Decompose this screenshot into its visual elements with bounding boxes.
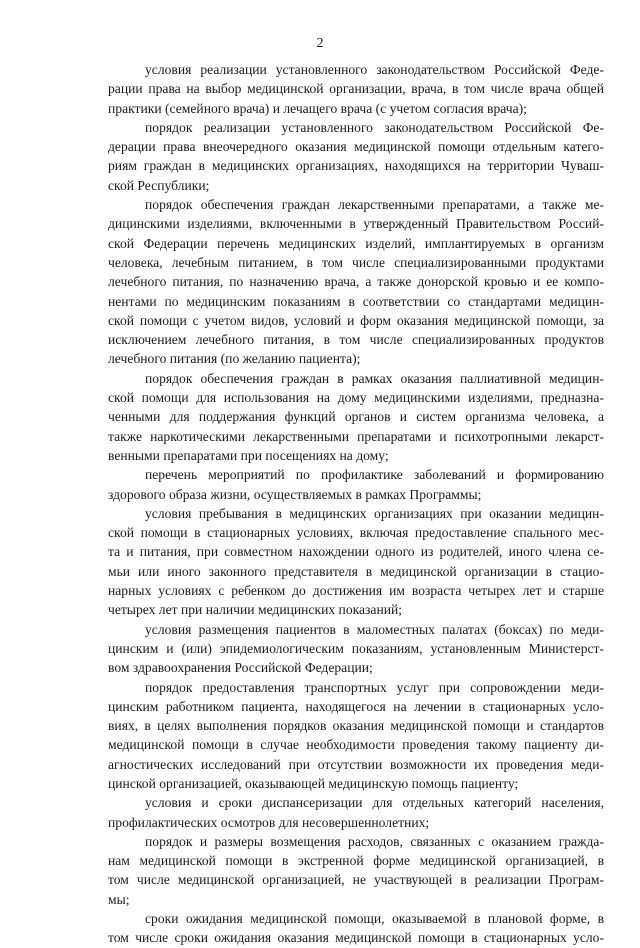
text-line: четырех лет при наличии медицинских показаний;	[108, 602, 403, 618]
text-line: вом здравоохранения Российской Федерации;	[108, 660, 373, 676]
paragraph	[108, 465, 604, 504]
paragraph	[108, 793, 604, 832]
text-line: медицинской помощи в случае необходимости проведения такому пациенту ди-	[108, 737, 604, 753]
text-line: порядок реализации установленного законодательством Российской Фе-	[145, 119, 604, 135]
paragraph	[108, 678, 604, 794]
text-line: перечень мероприятий по профилактике заболеваний и формированию	[145, 467, 604, 483]
text-line: мы;	[108, 891, 130, 907]
page-number: 2	[316, 36, 324, 51]
paragraph	[108, 60, 604, 118]
text-line: риям граждан в медицинских организациях, находящихся на территории Чуваш-	[108, 158, 604, 174]
text-line: нарных условиях с ребенком до достижения им возраста четырех лет и старше	[108, 583, 604, 599]
text-line: цинским и (или) эпидемиологическим показаниям, установленным Министерст-	[108, 640, 604, 656]
text-line: цинским работником пациента, находящегося на лечении в стационарных усло-	[108, 698, 604, 714]
text-line: рации права на выбор медицинской организации, врача, в том числе врача общей	[108, 81, 604, 97]
text-line: лечебного питания (по желанию пациента);	[108, 351, 361, 367]
text-line: условия реализации установленного законодательством Российской Феде-	[145, 62, 604, 77]
text-line: порядок предоставления транспортных услуг при сопровождении меди-	[145, 679, 604, 695]
text-line: виях, в целях выполнения порядков оказания медицинской помощи и стандартов	[108, 718, 604, 734]
text-line: порядок обеспечения граждан в рамках оказания паллиативной медицин-	[145, 370, 604, 386]
text-line: ской помощи для использования на дому медицинскими изделиями, предназна-	[108, 390, 604, 406]
text-line: профилактических осмотров для несовершеннолетних;	[108, 814, 430, 830]
text-line: практики (семейного врача) и лечащего врача (с учетом согласия врача);	[108, 100, 527, 116]
paragraph	[108, 909, 604, 948]
text-line: ской Федерации перечень медицинских изделий, имплантируемых в организм	[108, 235, 604, 251]
text-line: ской помощи в стационарных условиях, включая предоставление спального мес-	[108, 525, 604, 541]
text-line: лечебного питания, по назначению врача, а также донорской кровью и ее компо-	[108, 274, 604, 290]
text-line: том числе сроки ожидания оказания медицинской помощи в стационарных усло-	[108, 930, 604, 946]
paragraph	[108, 118, 604, 195]
text-line: нам медицинской помощи в экстренной форме медицинской организацией, в	[108, 853, 604, 869]
paragraph	[108, 832, 604, 909]
text-line: сроки ожидания медицинской помощи, оказываемой в плановой форме, в	[145, 911, 604, 927]
text-line: том числе медицинской организацией, не участвующей в реализации Програм-	[108, 872, 604, 888]
text-line: порядок обеспечения граждан лекарственными препаратами, а также ме-	[145, 197, 604, 213]
text-line: условия и сроки диспансеризации для отдельных категорий населения,	[145, 795, 604, 811]
text-line: та и питания, при совместном нахождении одного из родителей, иного члена се-	[108, 544, 604, 560]
text-line: условия пребывания в медицинских организациях при оказании медицин-	[145, 505, 604, 521]
text-line: условия размещения пациентов в маломестных палатах (боксах) по меди-	[145, 621, 604, 637]
text-line: дицинскими изделиями, включенными в утвержденный Правительством Россий-	[108, 216, 604, 232]
text-line: нентами по медицинским показаниям в соответствии со стандартами медицин-	[108, 293, 604, 309]
text-line: цинской организацией, оказывающей медицинскую помощь пациенту;	[108, 775, 519, 791]
text-line: ской Республики;	[108, 177, 210, 193]
text-line: венными препаратами при посещениях на дому;	[108, 447, 389, 463]
body-text	[108, 60, 604, 948]
paragraph	[108, 369, 604, 465]
text-line: мьи или иного законного представителя в медицинской организации в стацио-	[108, 563, 604, 579]
paragraph	[108, 504, 604, 620]
text-line: ченными для поддержания функций органов и систем организма человека, а	[108, 409, 604, 425]
paragraph	[108, 195, 604, 369]
text-line: агностических исследований при отсутствии возможности их проведения меди-	[108, 756, 604, 772]
text-line: дерации права внеочередного оказания медицинской помощи отдельным катего-	[108, 139, 604, 155]
text-line: человека, лечебным питанием, в том числе специализированными продуктами	[108, 254, 604, 270]
text-line: ской помощи с учетом видов, условий и форм оказания медицинской помощи, за	[108, 312, 604, 328]
text-line: здорового образа жизни, осуществляемых в рамках Программы;	[108, 486, 482, 502]
paragraph	[108, 620, 604, 678]
text-line: порядок и размеры возмещения расходов, связанных с оказанием гражда-	[145, 833, 604, 849]
text-line: также наркотическими лекарственными препаратами и психотропными лекарст-	[108, 428, 604, 444]
text-line: исключением лечебного питания, в том числе специализированных продуктов	[108, 332, 604, 348]
